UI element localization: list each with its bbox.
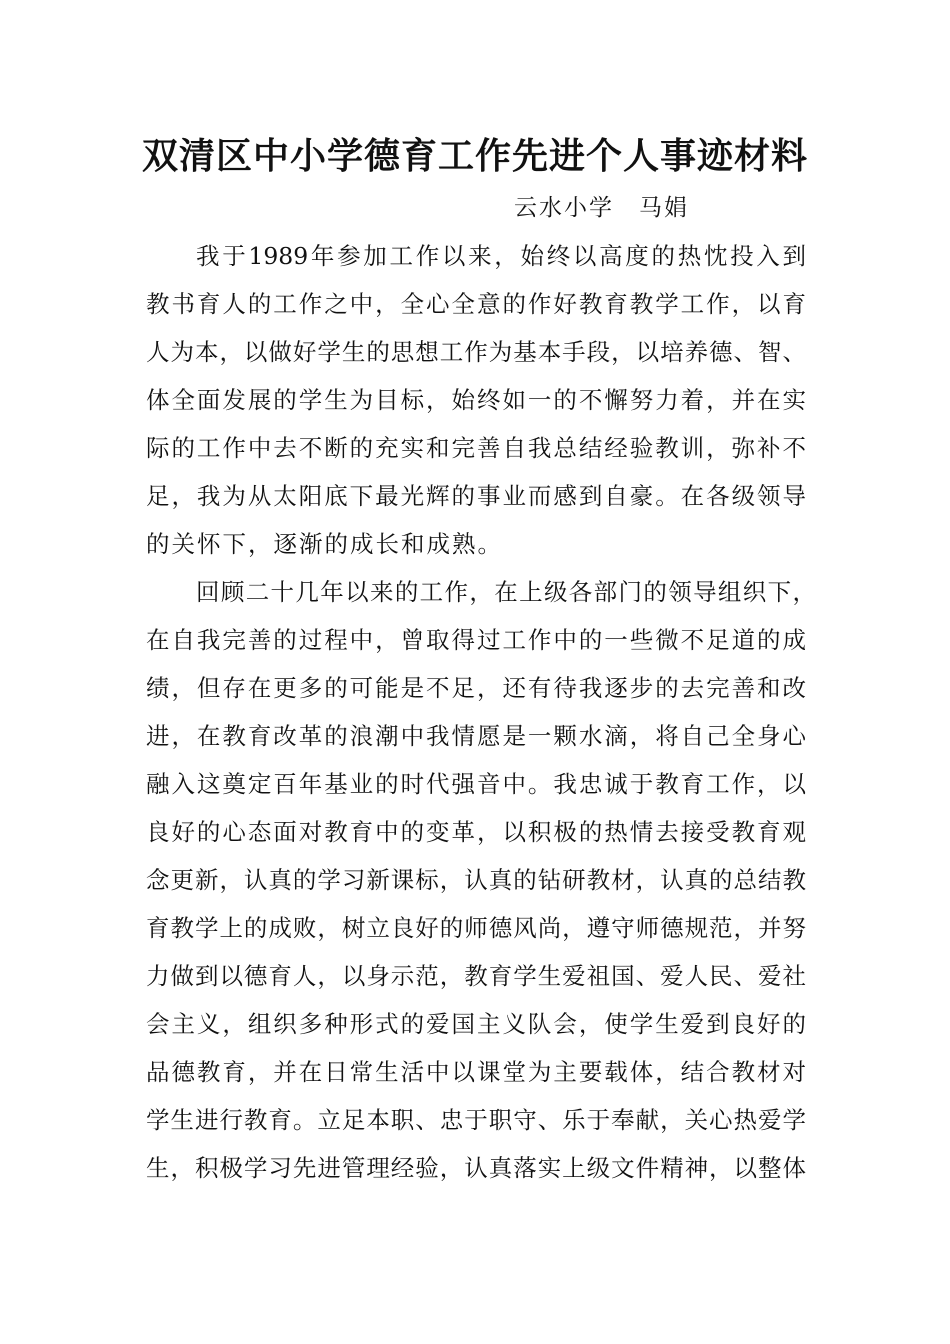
paragraph-2-line-11: 品德教育，并在日常生活中以课堂为主要载体，结合教材对 <box>146 1058 806 1086</box>
paragraph-1-line-4: 体全面发展的学生为目标，始终如一的不懈努力着，并在实 <box>146 386 806 414</box>
document-title: 双清区中小学德育工作先进个人事迹材料 <box>141 135 808 177</box>
paragraph-2-line-13: 生，积极学习先进管理经验，认真落实上级文件精神，以整体 <box>146 1154 806 1182</box>
paragraph-1-line-2: 教书育人的工作之中，全心全意的作好教育教学工作，以育 <box>146 290 806 318</box>
paragraph-2-line-2: 在自我完善的过程中，曾取得过工作中的一些微不足道的成 <box>146 626 806 654</box>
paragraph-1-line-6: 足，我为从太阳底下最光辉的事业而感到自豪。在各级领导 <box>146 482 806 510</box>
paragraph-2-line-5: 融入这奠定百年基业的时代强音中。我忠诚于教育工作，以 <box>146 770 806 798</box>
paragraph-2-line-10: 会主义，组织多种形式的爱国主义队会，使学生爱到良好的 <box>146 1010 806 1038</box>
paragraph-1-line-1: 我于1989年参加工作以来，始终以高度的热忱投入到 <box>196 242 806 270</box>
paragraph-2-line-9: 力做到以德育人，以身示范，教育学生爱祖国、爱人民、爱社 <box>146 962 806 990</box>
paragraph-2-line-6: 良好的心态面对教育中的变革，以积极的热情去接受教育观 <box>146 818 806 846</box>
paragraph-2-line-12: 学生进行教育。立足本职、忠于职守、乐于奉献，关心热爱学 <box>146 1106 806 1134</box>
paragraph-2-line-4: 进，在教育改革的浪潮中我情愿是一颗水滴，将自己全身心 <box>146 722 806 750</box>
paragraph-1-line-3: 人为本，以做好学生的思想工作为基本手段，以培养德、智、 <box>146 338 806 366</box>
author-line: 云水小学 马娟 <box>514 195 689 221</box>
paragraph-1-line-7: 的关怀下，逐渐的成长和成熟。 <box>146 530 503 558</box>
paragraph-2-line-1: 回顾二十几年以来的工作，在上级各部门的领导组织下， <box>196 578 816 606</box>
paragraph-2-line-8: 育教学上的成败，树立良好的师德风尚，遵守师德规范，并努 <box>146 914 806 942</box>
paragraph-1-line-5: 际的工作中去不断的充实和完善自我总结经验教训，弥补不 <box>146 434 806 462</box>
paragraph-2-line-7: 念更新，认真的学习新课标，认真的钻研教材，认真的总结教 <box>146 866 806 894</box>
paragraph-2-line-3: 绩，但存在更多的可能是不足，还有待我逐步的去完善和改 <box>146 674 806 702</box>
